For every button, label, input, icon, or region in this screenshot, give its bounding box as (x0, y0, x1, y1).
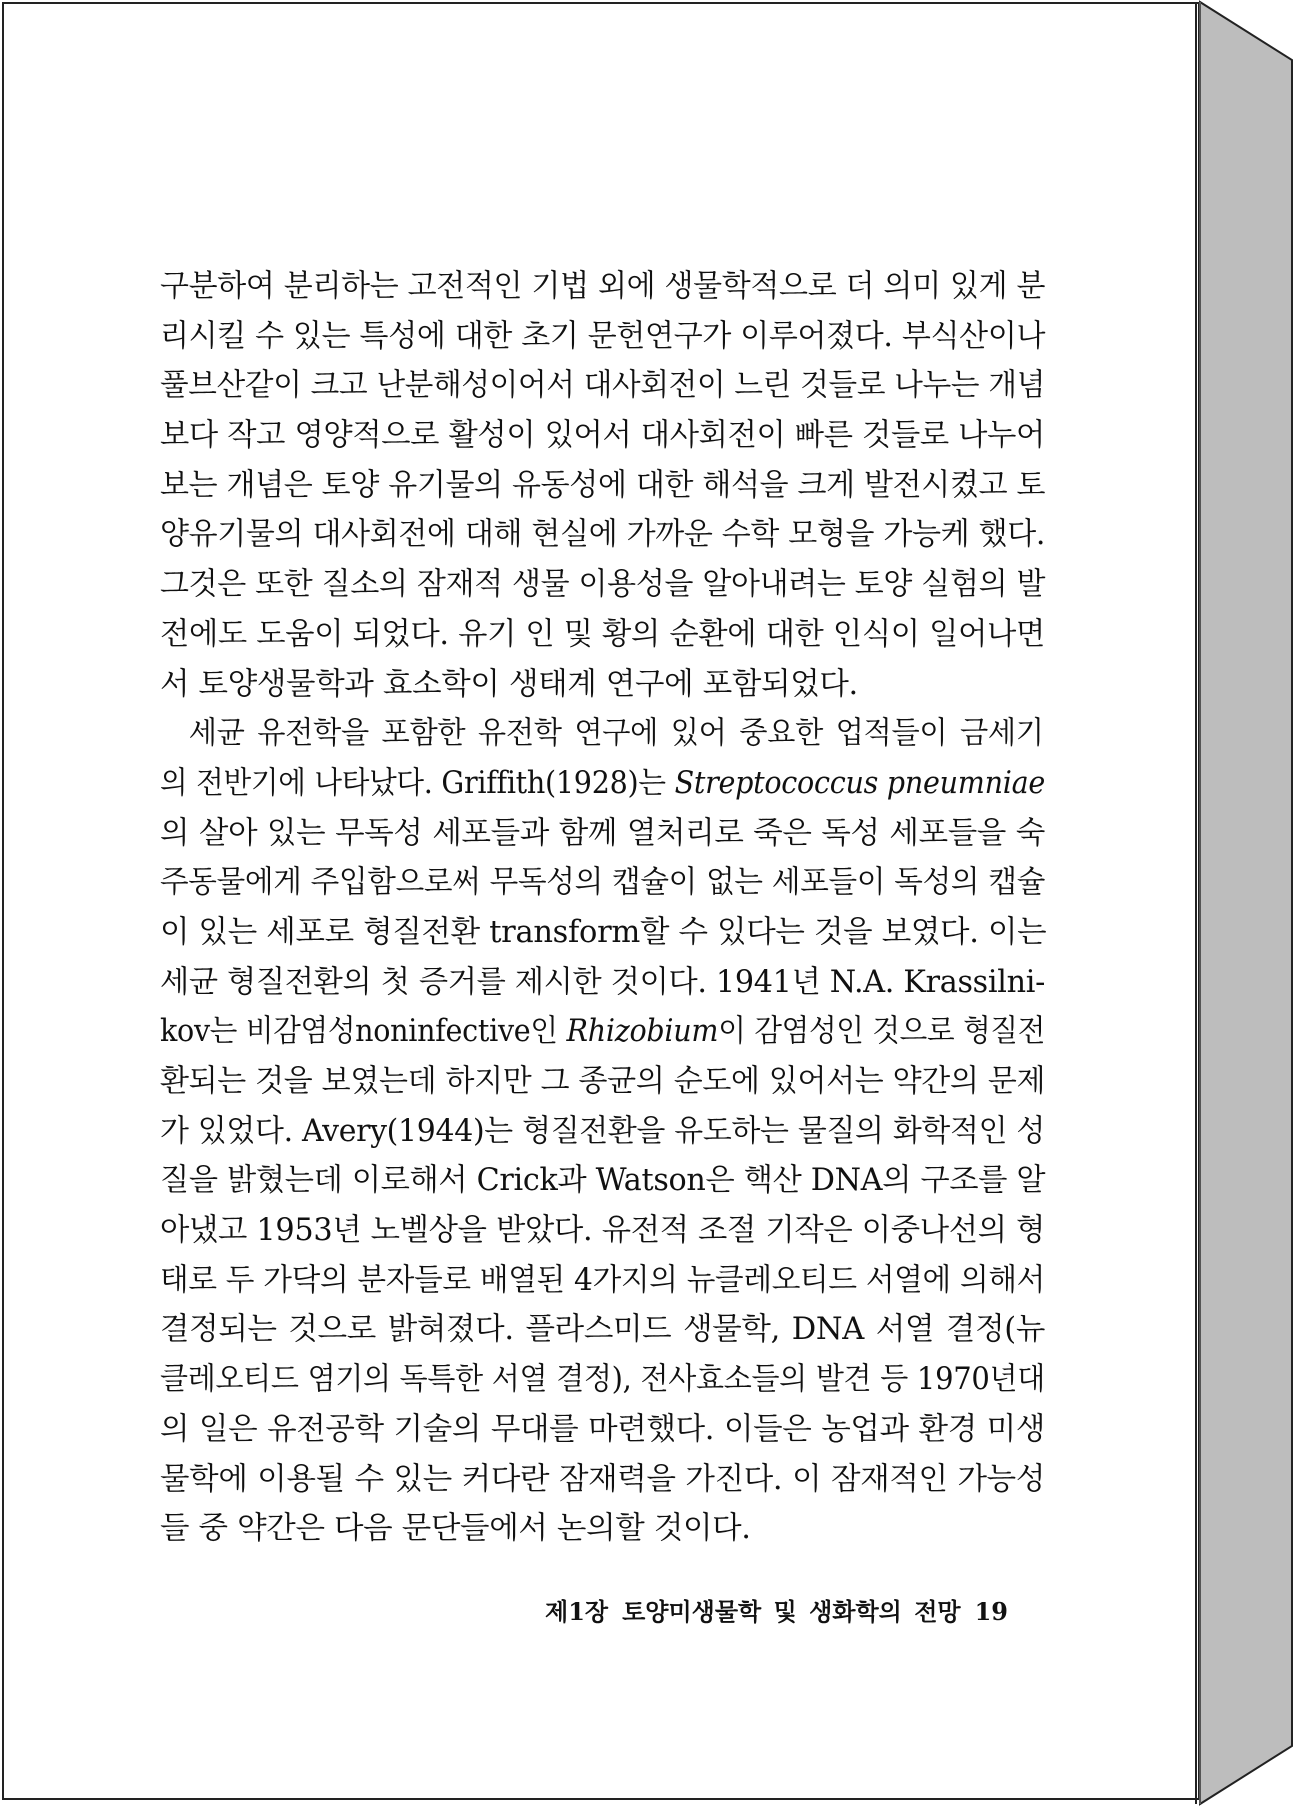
text-line: 리시킬 수 있는 특성에 대한 초기 문헌연구가 이루어졌다. 부식산이나 (160, 318, 1046, 354)
footer-chapter: 제1장 (545, 1597, 609, 1626)
page-number: 19 (974, 1597, 1008, 1626)
text-line: 질을 밝혔는데 이로해서 Crick과 Watson은 핵산 DNA의 구조를 알 (160, 1163, 1046, 1199)
body-text (160, 262, 1045, 1554)
text-line: 의 일은 유전공학 기술의 무대를 마련했다. 이들은 농업과 환경 미생 (160, 1411, 1045, 1447)
text-line: 주동물에게 주입함으로써 무독성의 캡슐이 없는 세포들이 독성의 캡슐 (160, 865, 1045, 901)
text-line: 환되는 것을 보였는데 하지만 그 종균의 순도에 있어서는 약간의 문제 (160, 1064, 1046, 1099)
text-line: 양유기물의 대사회전에 대해 현실에 가까운 수학 모형을 가능케 했다. (160, 517, 1046, 553)
page-footer (545, 1592, 1008, 1627)
text-line: 이 있는 세포로 형질전환 transform할 수 있다는 것을 보였다. 이는 (160, 914, 1047, 950)
footer-chapter-title: 토양미생물학 및 생화학의 전망 (622, 1597, 961, 1626)
text-line: 세균 형질전환의 첫 증거를 제시한 것이다. 1941년 N.A. Krassilni- (160, 964, 1045, 1000)
species-name: Streptococcus pneumniae (674, 765, 1045, 801)
text-line: kov는 비감염성noninfective인 Rhizobium이 감염성인 것으로 형질전 (160, 1014, 1046, 1050)
text-line: 서 토양생물학과 효소학이 생태계 연구에 포함되었다. (160, 666, 858, 702)
text-line: 가 있었다. Avery(1944)는 형질전환을 유도하는 물질의 화학적인 성 (160, 1113, 1045, 1149)
text-line: 그것은 또한 질소의 잠재적 생물 이용성을 알아내려는 토양 실험의 발 (160, 567, 1046, 603)
text-line: 결정되는 것으로 밝혀졌다. 플라스미드 생물학, DNA 서열 결정(뉴 (160, 1312, 1045, 1348)
text-line: 전에도 도움이 되었다. 유기 인 및 황의 순환에 대한 인식이 일어나면 (160, 616, 1045, 652)
species-name: Rhizobium (566, 1014, 719, 1050)
text-line: 풀브산같이 크고 난분해성이어서 대사회전이 느린 것들로 나누는 개념 (160, 368, 1045, 404)
text-line: 구분하여 분리하는 고전적인 기법 외에 생물학적으로 더 의미 있게 분 (160, 269, 1046, 304)
text-line: 보는 개념은 토양 유기물의 유동성에 대한 해석을 크게 발전시켰고 토 (160, 467, 1046, 503)
text-line: 세균 유전학을 포함한 유전학 연구에 있어 중요한 업적들이 금세기 (188, 716, 1044, 752)
text-line: 들 중 약간은 다음 문단들에서 논의할 것이다. (160, 1511, 751, 1547)
text-line: 의 살아 있는 무독성 세포들과 함께 열처리로 죽은 독성 세포들을 숙 (160, 815, 1045, 851)
text-line: 클레오티드 염기의 독특한 서열 결정), 전사효소들의 발견 등 1970년대 (160, 1362, 1045, 1398)
text-line: 물학에 이용될 수 있는 커다란 잠재력을 가진다. 이 잠재적인 가능성 (160, 1461, 1045, 1497)
text-line: 태로 두 가닥의 분자들로 배열된 4가지의 뉴클레오티드 서열에 의해서 (160, 1262, 1045, 1298)
text-line: 보다 작고 영양적으로 활성이 있어서 대사회전이 빠른 것들로 나누어 (160, 418, 1045, 454)
text-line: 의 전반기에 나타났다. Griffith(1928)는 Streptococcus pneumniae (160, 765, 1045, 801)
text-line: 아냈고 1953년 노벨상을 받았다. 유전적 조절 기작은 이중나선의 형 (160, 1213, 1046, 1249)
